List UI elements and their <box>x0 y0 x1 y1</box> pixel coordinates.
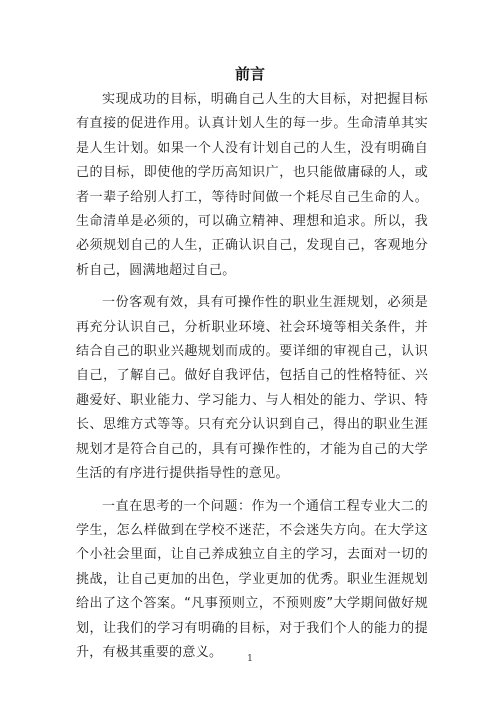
page-title: 前言 <box>234 65 265 83</box>
page-number: 1 <box>247 654 253 664</box>
paragraph-1: 实现成功的目标，明确自己人生的大目标，对把握目标有直接的促进作用。认真计划人生的每一步。生命清单其实是人生计划。如果一个人没有计划自己的人生，没有明确自己的目标，即使他的学历高知识广，也只能做庸碌的人，或者一辈子给别人打工，等待时间做一个耗尽自己生命的人。生命清单是必须的，可以确立精神、理想和追求。所以，我必须规划自己的人生，正确认识自己，发现自己，客观地分析自己，圆满地超过自己。 <box>76 92 428 278</box>
paragraph-2: 一份客观有效，具有可操作性的职业生涯规划，必须是再充分认识自己，分析职业环境、社会环境等相关条件，并结合自己的职业兴趣规划而成的。要详细的审视自己，认识自己，了解自己。做好自我评估，包括自己的性格特征、兴趣爱好、职业能力、学习能力、与人相处的能力、学识、特长、思维方式等等。只有充分认识到自己，得出的职业生涯规划才是符合自己的，具有可操作性的，才能为自己的大学生活的有序进行提供指导性的意见。 <box>76 295 428 482</box>
body-text <box>76 88 428 673</box>
paragraph-3: 一直在思考的一个问题：作为一个通信工程专业大二的学生，怎么样做到在学校不迷茫，不会迷失方向。在大学这个小社会里面，让自己养成独立自主的学习，去面对一切的挑战，让自己更加的出色，学业更加的优秀。职业生涯规划给出了这个答案。“凡事预则立，不预则废”大学期间做好规划，让我们的学习有明确的目标，对于我们个人的能力的提升，有极其重要的意义。 <box>76 498 428 660</box>
